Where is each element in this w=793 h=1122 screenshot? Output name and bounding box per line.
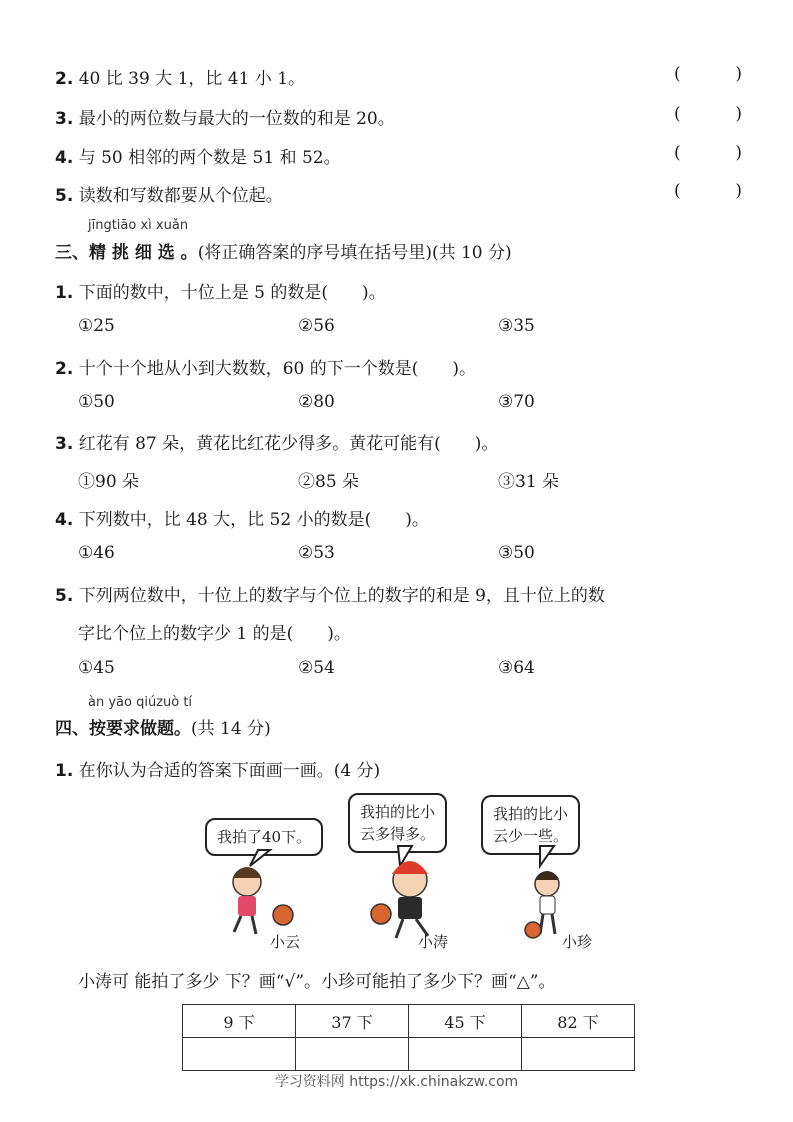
judge-num: 4.: [55, 148, 74, 168]
judge-text: 40 比 39 大 1，比 41 小 1。: [78, 69, 306, 89]
paren-close: ): [735, 64, 742, 84]
paren-close: ): [735, 181, 742, 201]
q-num: 1.: [55, 761, 74, 781]
section4-title: 四、按要求做题。: [55, 719, 191, 739]
paren-close: ): [735, 143, 742, 163]
section4-pinyin: àn yāo qiúzuò tí: [88, 695, 193, 710]
paren-open: (: [674, 181, 681, 201]
option[interactable]: ③64: [498, 658, 535, 678]
girl-xiaoyun-icon: [233, 867, 293, 934]
paren-close: ): [735, 104, 742, 124]
name-xiaoyun: 小云: [270, 933, 301, 951]
bubble-tail-icon: [250, 850, 270, 866]
judge-num: 2.: [55, 69, 74, 89]
q-text: 下列两位数中，十位上的数字与个位上的数字的和是 9，且十位上的数: [78, 586, 605, 606]
option[interactable]: ②80: [298, 392, 335, 412]
q-num: 2.: [55, 359, 74, 379]
bubble-tail-icon: [540, 846, 554, 866]
option[interactable]: ③50: [498, 543, 535, 563]
q-num: 5.: [55, 586, 74, 606]
bubble-text: 云少一些。: [493, 827, 569, 845]
judge-num: 5.: [55, 186, 74, 206]
section3-note: (将正确答案的序号填在括号里)(共 10 分): [197, 243, 512, 263]
option[interactable]: ③31 朵: [498, 472, 560, 492]
option[interactable]: ③70: [498, 392, 535, 412]
name-xiaozhen: 小珍: [562, 933, 593, 951]
section4-note: (共 14 分): [191, 719, 271, 739]
answer-cell[interactable]: [183, 1038, 296, 1071]
option[interactable]: ①90 朵: [78, 472, 140, 492]
option[interactable]: ①46: [78, 543, 115, 563]
name-xiaotao: 小涛: [418, 933, 449, 951]
paren-open: (: [674, 143, 681, 163]
bubble-text: 云多得多。: [360, 825, 436, 843]
table-cell: 45 下: [409, 1005, 522, 1038]
table-answer-row: [183, 1038, 635, 1071]
answer-cell[interactable]: [522, 1038, 635, 1071]
answer-cell[interactable]: [296, 1038, 409, 1071]
table-header-row: [183, 1005, 635, 1038]
judge-text: 最小的两位数与最大的一位数的和是 20。: [78, 109, 395, 129]
option[interactable]: ②53: [298, 543, 335, 563]
q-text: 在你认为合适的答案下面画一画。(4 分): [78, 761, 381, 781]
q-text: 十个十个地从小到大数数，60 的下一个数是( )。: [78, 359, 477, 379]
judge-text: 与 50 相邻的两个数是 51 和 52。: [78, 148, 341, 168]
q-text: 下列数中，比 48 大，比 52 小的数是( )。: [78, 510, 429, 530]
bubble-text: 我拍的比小: [360, 803, 436, 821]
section3-title: 三、精 挑 细 选 。: [55, 243, 198, 263]
option[interactable]: ①25: [78, 316, 115, 336]
judge-num: 3.: [55, 109, 74, 129]
bubble-text: 我拍的比小: [493, 805, 569, 823]
option[interactable]: ③35: [498, 316, 535, 336]
option[interactable]: ②56: [298, 316, 335, 336]
option[interactable]: ①50: [78, 392, 115, 412]
option[interactable]: ②54: [298, 658, 335, 678]
answer-cell[interactable]: [409, 1038, 522, 1071]
table-cell: 37 下: [296, 1005, 409, 1038]
answer-table: [182, 1004, 635, 1071]
paren-open: (: [674, 64, 681, 84]
q-num: 4.: [55, 510, 74, 530]
q-text: 下面的数中，十位上是 5 的数是( )。: [78, 283, 386, 303]
boy-xiaotao-icon: [371, 861, 428, 938]
q-num: 3.: [55, 434, 74, 454]
bubble-text: 我拍了40下。: [217, 828, 312, 846]
option[interactable]: ①45: [78, 658, 115, 678]
section3-pinyin: jīngtiāo xì xuǎn: [88, 218, 189, 233]
girl-xiaozhen-icon: [525, 871, 559, 938]
q-num: 1.: [55, 283, 74, 303]
option[interactable]: ②85 朵: [298, 472, 360, 492]
s3-q5-cont: 字比个位上的数字少 1 的是( )。: [78, 624, 351, 644]
paren-open: (: [674, 104, 681, 124]
judge-text: 读数和写数都要从个位起。: [78, 186, 283, 206]
table-cell: 9 下: [183, 1005, 296, 1038]
s4-instruction: 小涛可 能拍了多少 下？画“√”。小珍可能拍了多少下？画“△”。: [78, 972, 556, 992]
table-cell: 82 下: [522, 1005, 635, 1038]
footer-watermark: 学习资料网 https://xk.chinakzw.com: [274, 1074, 519, 1090]
q-text: 红花有 87 朵，黄花比红花少得多。黄花可能有( )。: [78, 434, 499, 454]
